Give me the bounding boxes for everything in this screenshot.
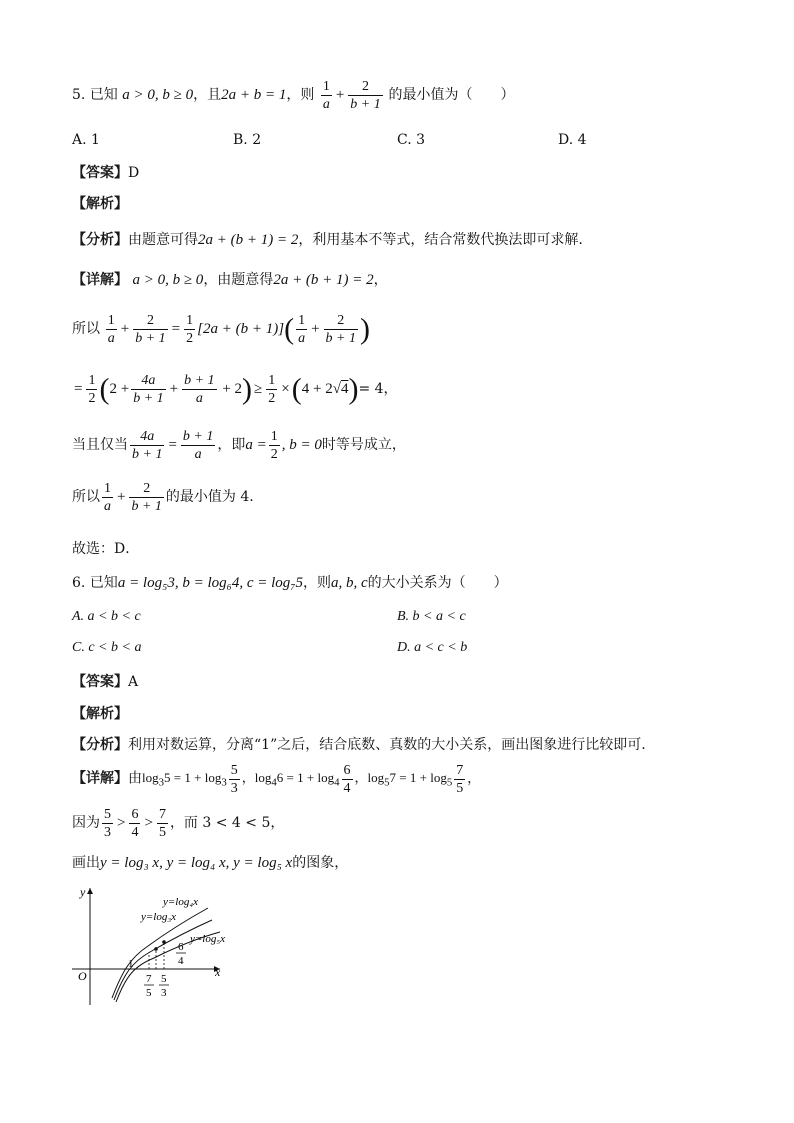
frac-5-3-num: 5 — [161, 973, 167, 985]
frac-6-4-den: 4 — [178, 955, 184, 967]
q5-condition: a > 0, b ≥ 0 — [122, 86, 194, 103]
q6-compare: 因为 $\frac{5}{3}$ > $\frac{6}{4}$ > $\frac{7}{5}$ ，而 3 < 4 < 5， — [72, 807, 285, 840]
frac-6-4-num: 6 — [178, 941, 184, 953]
q5-choose: 故选：D． — [72, 541, 140, 557]
point-5-3 — [162, 940, 166, 944]
q6-detail: 【详解】由$\log_35 = 1 + \log_3$ $\frac{5}{3}$ ，$\log_46 = 1 + \log_4$ $\frac{6}{4}$ ，$\log_57 = 1 + \log_5$ $\frac{7}{5}$ ， — [72, 763, 481, 796]
q6-draw — [72, 852, 348, 872]
label-log3: y=log₃x — [141, 911, 177, 923]
q5-option-d[interactable]: D. 4 — [558, 132, 587, 148]
q5-expression: $\frac{1}{a}$ + $\frac{2}{b + 1}$ — [322, 79, 381, 112]
q5-step-3: 当且仅当 $\frac{4a}{b + 1}$ = $\frac{b + 1}{a}$ ，即a = $\frac{1}{2}$ , b = 0时等号成立， — [72, 429, 406, 462]
q6-ineq-b: ，而 3 < 4 < 5， — [169, 814, 285, 831]
q6-option-c[interactable]: C. c < b < a — [72, 640, 142, 655]
frac-7-5-den: 5 — [146, 987, 152, 999]
q6-text-c: 的大小关系为（ ） — [367, 575, 508, 591]
q5-min-tail: 的最小值为 4. — [165, 488, 254, 505]
x-axis-label: x — [215, 965, 221, 979]
q6-yinwei: 因为 — [72, 814, 100, 831]
log-graph — [70, 880, 250, 1010]
frac-5-3-den: 3 — [161, 987, 167, 999]
q6-definition: a = log₅3, b = log₆4, c = log₇5 — [117, 575, 303, 591]
q5-stem — [72, 78, 515, 113]
q5-dangqie: 当且仅当 — [72, 436, 128, 453]
q5-text-b: ，且 — [193, 86, 222, 103]
q5-option-b[interactable]: B. 2 — [233, 132, 262, 148]
q5-suoyi: 所以 — [72, 320, 100, 337]
one-label: 1 — [128, 958, 134, 970]
q5-option-a[interactable]: A. 1 — [72, 132, 100, 148]
q5-analysis-label: 【解析】 — [72, 196, 128, 212]
q6-draw-a: 画出 — [72, 855, 100, 871]
q6-fenxi-text: 利用对数运算，分离“1”之后，结合底数、真数的大小关系，画出图象进行比较即可. — [128, 737, 646, 753]
q5-step-1: 所以 $\frac{1}{a}$ + $\frac{2}{b + 1}$ = $\frac{1}{2}$ [2a + (b + 1)]( $\frac{1}{a}$ + $\frac{2}{b + 1}$ ) — [72, 312, 370, 346]
q5-text-a: 已知 — [89, 86, 118, 103]
q6-option-b[interactable]: B. b < a < c — [397, 609, 466, 624]
q5-fenxi-eq: 2a + (b + 1) = 2 — [198, 232, 299, 248]
q6-option-a[interactable]: A. a < b < c — [72, 609, 141, 624]
q5-fenxi-b: ，利用基本不等式，结合常数代换法即可求解. — [298, 232, 583, 248]
q5-detail-eq: 2a + (b + 1) = 2 — [273, 272, 374, 288]
q6-answer-label: 【答案】 — [72, 674, 128, 690]
q6-number: 6. — [72, 575, 86, 591]
point-7-5 — [154, 947, 158, 951]
q5-ji: ，即 — [217, 436, 246, 453]
q5-detail-label: 【详解】 — [72, 272, 128, 288]
q6-you: 由 — [128, 770, 142, 787]
q6-answer-value: A — [128, 674, 139, 690]
q5-answer — [72, 162, 139, 182]
label-log4: y=log₄x — [163, 896, 199, 908]
origin-label: O — [78, 969, 87, 983]
frac-7-5-num: 7 — [146, 973, 152, 985]
q5-detail-b: ， — [373, 272, 388, 288]
q5-answer-label: 【答案】 — [72, 165, 128, 181]
q6-vars: a, b, c — [330, 575, 368, 591]
q5-number: 5. — [72, 86, 86, 103]
q5-fenxi-a: 由题意可得 — [128, 232, 198, 248]
q6-detail-label: 【详解】 — [72, 770, 128, 787]
q6-draw-b: 的图象， — [292, 855, 349, 871]
q6-analysis-label: 【解析】 — [72, 706, 128, 722]
q5-text-d: 的最小值为（ ） — [388, 86, 515, 103]
q5-option-c[interactable]: C. 3 — [397, 132, 426, 148]
q5-detail — [72, 269, 388, 289]
q6-text-a: 已知 — [89, 575, 118, 591]
q5-step-2: = $\frac{1}{2}$ (2 + $\frac{4a}{b + 1}$ + $\frac{b + 1}{a}$ + 2) ≥ $\frac{1}{2}$ ×(4 + 2√4)= 4， — [74, 372, 398, 406]
q6-stem — [72, 572, 508, 592]
q6-option-d[interactable]: D. a < c < b — [397, 640, 468, 655]
q5-detail-cond: a > 0, b ≥ 0 — [132, 272, 204, 288]
q5-step-2-end: = 4， — [358, 380, 398, 397]
label-log5: y=log₅x — [190, 933, 226, 945]
q5-equal-hold: 时等号成立， — [321, 436, 406, 453]
q5-equation: 2a + b = 1 — [221, 86, 287, 103]
y-axis-label: y — [80, 885, 86, 899]
q5-fenxi — [72, 229, 583, 249]
q5-suoyi-2: 所以 — [72, 488, 100, 505]
q6-answer — [72, 671, 138, 691]
q5-step-4: 所以 $\frac{1}{a}$ + $\frac{2}{b + 1}$ 的最小值为 4. — [72, 481, 254, 514]
q6-draw-funcs: y = log₃ x, y = log₄ x, y = log₅ x — [100, 855, 293, 871]
q5-text-c: ，则 — [286, 86, 315, 103]
q6-fenxi — [72, 734, 646, 754]
q6-text-b: ，则 — [302, 575, 331, 591]
q5-fenxi-label: 【分析】 — [72, 232, 128, 248]
q5-detail-a: ，由题意得 — [203, 272, 274, 288]
q5-answer-value: D — [128, 165, 140, 181]
q6-fenxi-label: 【分析】 — [72, 737, 128, 753]
